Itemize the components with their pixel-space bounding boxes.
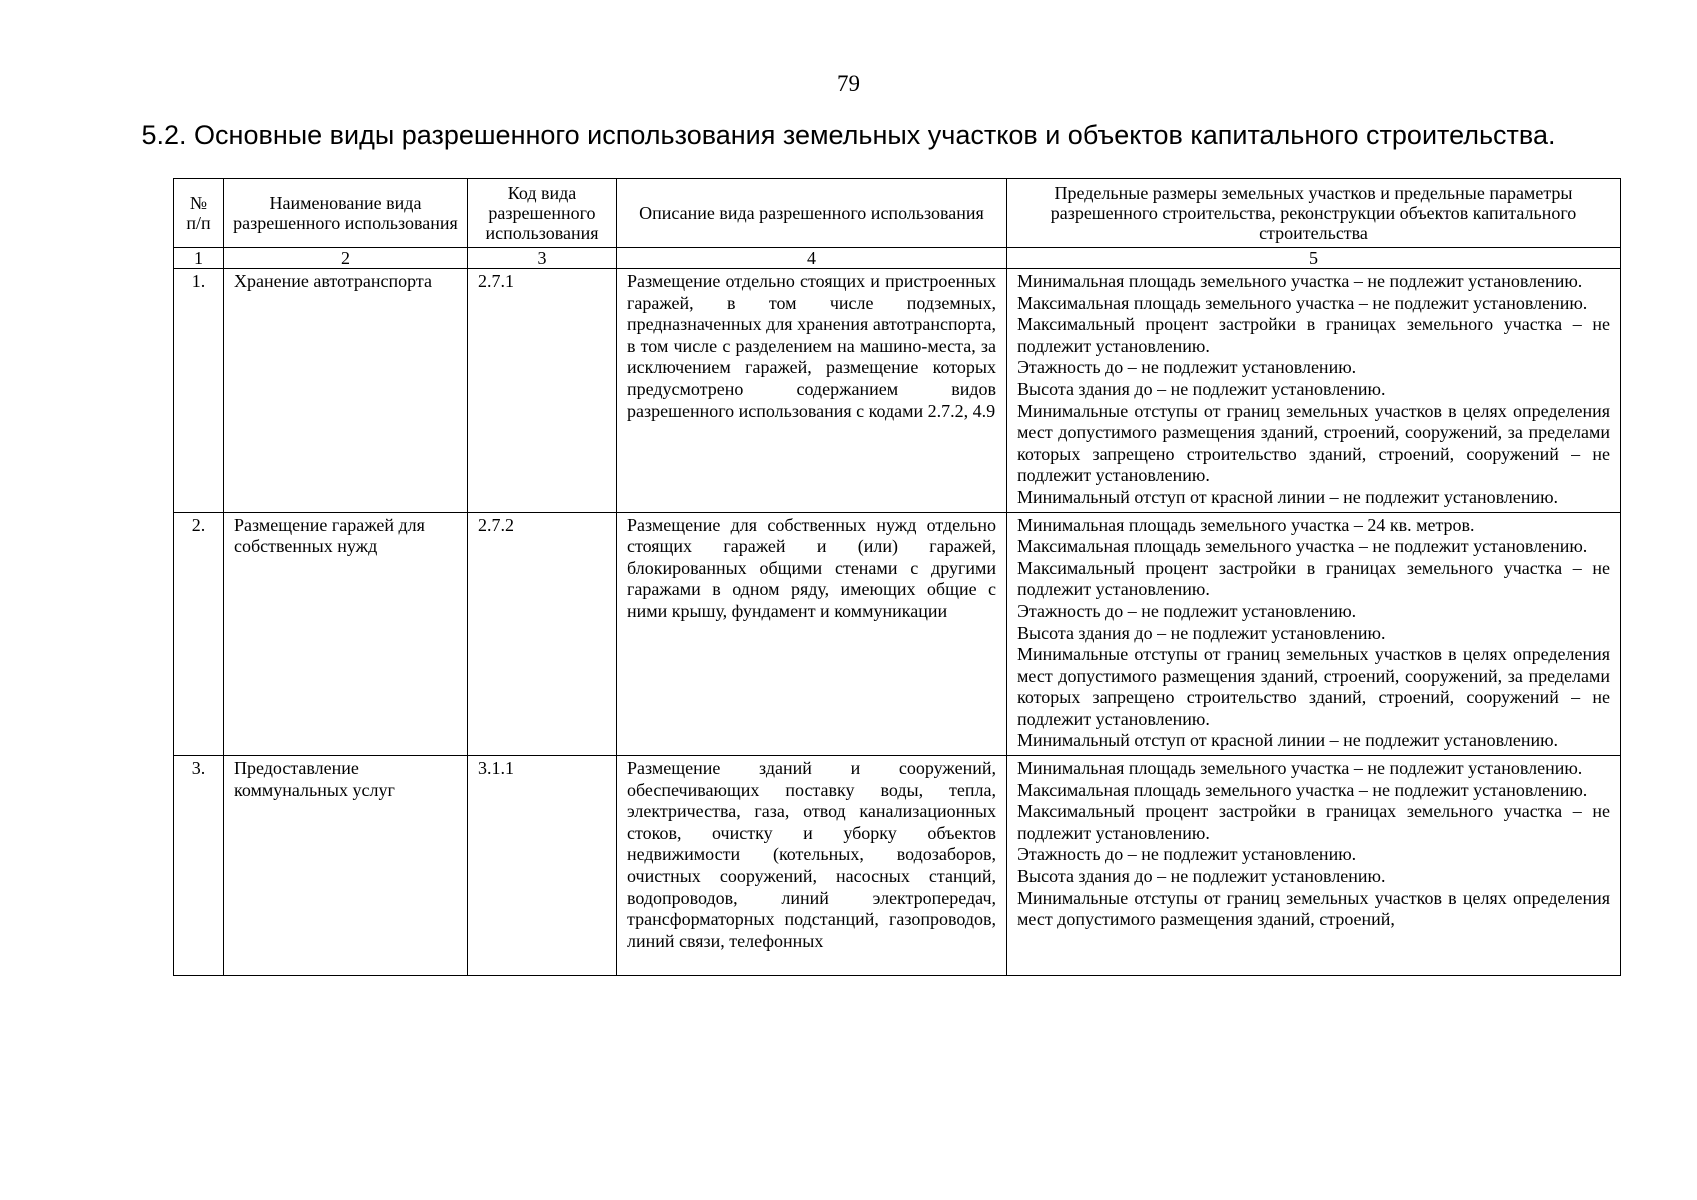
parameter-line: Максимальный процент застройки в границах земельного участка – не подлежит установлению. [1017, 314, 1610, 356]
parameter-line: Максимальная площадь земельного участка – не подлежит установлению. [1017, 292, 1588, 313]
parameter-line: Минимальные отступы от границ земельных участков в целях определения мест допустимого размещения зданий, строений, сооружений, за пределами которых запрещено строительство зданий, строений, сооружений – не подлежит установлению. [1017, 400, 1610, 486]
parameter-line: Минимальные отступы от границ земельных участков в целях определения мест допустимого размещения зданий, строений, сооружений, за пределами которых запрещено строительство зданий, строений, сооружений – не подлежит установлению. [1017, 644, 1610, 729]
use-name: Хранение автотранспорта [224, 269, 468, 513]
header-use-name: Наименование вида разрешенного использования [224, 179, 468, 248]
permitted-use-table [173, 178, 1621, 976]
description-text: Размещение зданий и сооружений, обеспечивающих поставку воды, тепла, электричества, газа, отвод канализационных стоков, очистку и уборку объектов недвижимости (котельных, водозаборов, очистных сооружений, насосных станций, водопроводов, линий электропередач, трансформаторных подстанций, газопроводов, линий связи, телефонных [627, 758, 996, 951]
use-description [617, 756, 1007, 976]
use-code: 3.1.1 [468, 756, 617, 976]
use-code: 2.7.2 [468, 512, 617, 756]
header-row-number: № п/п [174, 179, 224, 248]
description-clip [627, 758, 996, 952]
header-use-code: Код вида разрешенного использования [468, 179, 617, 248]
parameter-line: Минимальная площадь земельного участка – не подлежит установлению. [1017, 758, 1583, 779]
parameter-line: Минимальная площадь земельного участка – не подлежит установлению. [1017, 271, 1583, 291]
table-row [174, 512, 1621, 756]
column-number: 4 [617, 248, 1007, 269]
use-parameters [1007, 512, 1621, 756]
column-number: 2 [224, 248, 468, 269]
row-number: 1. [174, 269, 224, 513]
header-use-description: Описание вида разрешенного использования [617, 179, 1007, 248]
parameter-line: Высота здания до – не подлежит установлению. [1017, 622, 1386, 643]
use-description [617, 512, 1007, 756]
use-description [617, 269, 1007, 513]
parameter-line: Максимальный процент застройки в границах земельного участка – не подлежит установлению. [1017, 557, 1610, 600]
parameter-line: Высота здания до – не подлежит установлению. [1017, 378, 1386, 399]
parameter-line: Этажность до – не подлежит установлению. [1017, 844, 1357, 865]
row-number: 3. [174, 756, 224, 976]
parameters-clip [1017, 758, 1610, 931]
parameter-line: Минимальный отступ от красной линии – не подлежит установлению. [1017, 730, 1559, 751]
table-row [174, 756, 1621, 976]
description-text: Размещение для собственных нужд отдельно стоящих гаражей и (или) гаражей, блокированных общими стенами с другими гаражами в одном ряду, имеющих общие с ними крышу, фундамент и коммуникации [627, 514, 996, 621]
table-row [174, 269, 1621, 513]
parameter-line: Максимальная площадь земельного участка – не подлежит установлению. [1017, 536, 1588, 557]
use-parameters [1007, 756, 1621, 976]
column-number-row [174, 248, 1621, 269]
use-name: Предоставление коммунальных услуг [224, 756, 468, 976]
parameter-line: Минимальная площадь земельного участка – 24 кв. метров. [1017, 514, 1475, 535]
header-parameters: Предельные размеры земельных участков и предельные параметры разрешенного строительства, реконструкции объектов капитального строительства [1007, 179, 1621, 248]
parameter-line: Минимальные отступы от границ земельных участков в целях определения мест допустимого размещения зданий, строений, [1017, 887, 1610, 930]
column-number: 3 [468, 248, 617, 269]
parameter-line: Максимальная площадь земельного участка – не подлежит установлению. [1017, 779, 1588, 800]
parameter-line: Этажность до – не подлежит установлению. [1017, 600, 1357, 621]
table-header-row [174, 179, 1621, 248]
description-text: Размещение отдельно стоящих и пристроенных гаражей, в том числе подземных, предназначенных для хранения автотранспорта, в том числе с разделением на машино-места, за исключением гаражей, размещение которых предусмотрено содержанием видов разрешенного использования с кодами 2.7.2, 4.9 [627, 271, 996, 421]
parameter-line: Этажность до – не подлежит установлению. [1017, 357, 1357, 378]
row-number: 2. [174, 512, 224, 756]
column-number: 5 [1007, 248, 1621, 269]
column-number: 1 [174, 248, 224, 269]
use-parameters [1007, 269, 1621, 513]
parameter-line: Высота здания до – не подлежит установлению. [1017, 866, 1386, 887]
section-title: 5.2. Основные виды разрешенного использования земельных участков и объектов капитального строительства. [141, 120, 1556, 150]
use-name: Размещение гаражей для собственных нужд [224, 512, 468, 756]
parameter-line: Минимальный отступ от красной линии – не подлежит установлению. [1017, 486, 1559, 507]
page-number: 79 [837, 71, 860, 96]
parameter-line: Максимальный процент застройки в границах земельного участка – не подлежит установлению. [1017, 801, 1610, 843]
use-code: 2.7.1 [468, 269, 617, 513]
